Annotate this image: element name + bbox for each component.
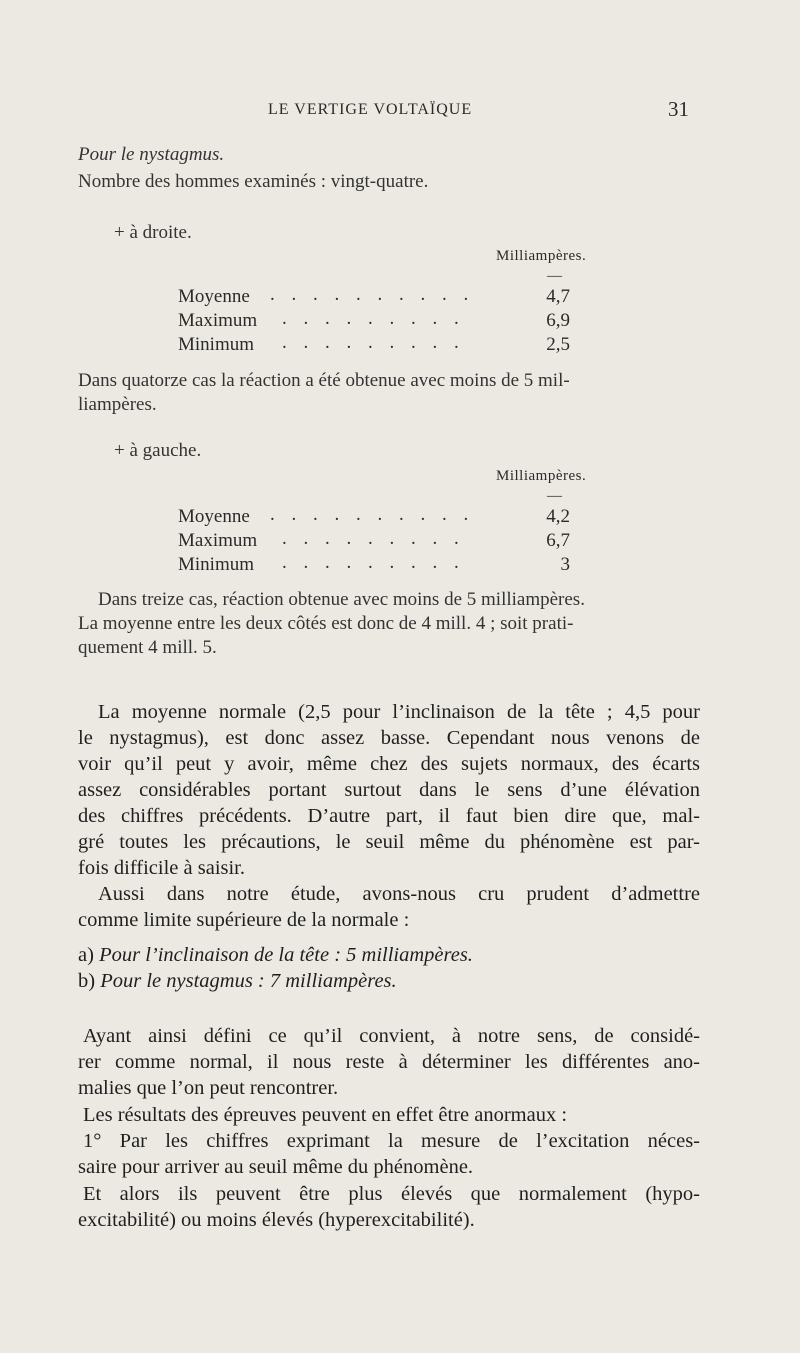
running-header-title: LE VERTIGE VOLTAÏQUE [268, 101, 473, 118]
body-p1-line7: fois difficile à saisir. [78, 857, 246, 879]
leader-dots: . . . . . . . . . [282, 528, 465, 549]
leader-dots: . . . . . . . . . [282, 332, 465, 353]
row-label-maximum-right: Maximum [178, 310, 258, 331]
list-marker-b: b) [78, 970, 96, 992]
unit-header-right: Milliampères. [496, 248, 587, 264]
leader-dots: . . . . . . . . . . [270, 284, 475, 305]
row-label-maximum-left: Maximum [178, 530, 258, 551]
list-text-a: Pour l’inclinaison de la tête : 5 milliampères. [99, 944, 473, 966]
list-item-a [78, 944, 473, 967]
row-label-minimum-right: Minimum [178, 334, 255, 355]
page-number: 31 [668, 97, 689, 121]
unit-dash-right: — [547, 268, 562, 284]
list-marker-a: a) [78, 944, 94, 966]
body-p1-line1: La moyenne normale (2,5 pour l’inclinaison de la tête ; 4,5 pour [98, 701, 700, 723]
unit-dash-left: — [547, 488, 562, 504]
body-p1-line4: assez considérables portant surtout dans le sens d’une élévation [78, 779, 700, 801]
row-label-moyenne-left: Moyenne [178, 506, 250, 527]
body-p5-line2: saire pour arriver au seuil même du phénomène. [78, 1156, 474, 1178]
subjects-count-line: Nombre des hommes examinés : vingt-quatre. [78, 171, 429, 192]
leader-dots: . . . . . . . . . [282, 308, 465, 329]
row-value-maximum-left: 6,7 [546, 530, 570, 551]
body-p5-line1: 1° Par les chiffres exprimant la mesure de l’excitation néces- [83, 1130, 700, 1152]
body-p3-line1: Ayant ainsi défini ce qu’il convient, à notre sens, de considé- [83, 1025, 700, 1047]
body-p1-line5: des chiffres précédents. D’autre part, il faut bien dire que, mal- [78, 805, 700, 827]
row-value-moyenne-right: 4,7 [546, 286, 570, 307]
body-p2-line2: comme limite supérieure de la normale : [78, 909, 410, 931]
list-item-b [78, 970, 397, 993]
left-side-label: + à gauche. [114, 440, 202, 461]
left-note-line3: quement 4 mill. 5. [78, 637, 217, 658]
leader-dots: . . . . . . . . . . [270, 504, 475, 525]
body-p2-line1: Aussi dans notre étude, avons-nous cru prudent d’admettre [98, 883, 700, 905]
right-side-label: + à droite. [114, 222, 192, 243]
list-text-b: Pour le nystagmus : 7 milliampères. [100, 970, 397, 992]
row-label-moyenne-right: Moyenne [178, 286, 250, 307]
row-value-moyenne-left: 4,2 [546, 506, 570, 527]
body-p1-line2: le nystagmus), est donc assez basse. Cependant nous venons de [78, 727, 700, 749]
left-note-line2: La moyenne entre les deux côtés est donc de 4 mill. 4 ; soit prati- [78, 613, 574, 634]
body-p6-line2: excitabilité) ou moins élevés (hyperexcitabilité). [78, 1209, 475, 1231]
body-p4: Les résultats des épreuves peuvent en effet être anormaux : [83, 1104, 568, 1126]
row-label-minimum-left: Minimum [178, 554, 255, 575]
body-p6-line1: Et alors ils peuvent être plus élevés que normalement (hypo- [83, 1183, 700, 1205]
row-value-minimum-right: 2,5 [546, 334, 570, 355]
body-p3-line2: rer comme normal, il nous reste à déterminer les différentes ano- [78, 1051, 700, 1073]
body-p3-line3: malies que l’on peut rencontrer. [78, 1077, 339, 1099]
row-value-minimum-left: 3 [560, 554, 570, 575]
leader-dots: . . . . . . . . . [282, 552, 465, 573]
body-p1-line6: gré toutes les précautions, le seuil même du phénomène est par- [78, 831, 700, 853]
section-heading-nystagmus: Pour le nystagmus. [78, 144, 225, 165]
body-p1-line3: voir qu’il peut y avoir, même chez des sujets normaux, des écarts [78, 753, 700, 775]
left-note-line1: Dans treize cas, réaction obtenue avec moins de 5 milliampères. [98, 589, 585, 610]
right-note-line1: Dans quatorze cas la réaction a été obtenue avec moins de 5 mil- [78, 370, 570, 391]
unit-header-left: Milliampères. [496, 468, 587, 484]
row-value-maximum-right: 6,9 [546, 310, 570, 331]
right-note-line2: liampères. [78, 394, 157, 415]
